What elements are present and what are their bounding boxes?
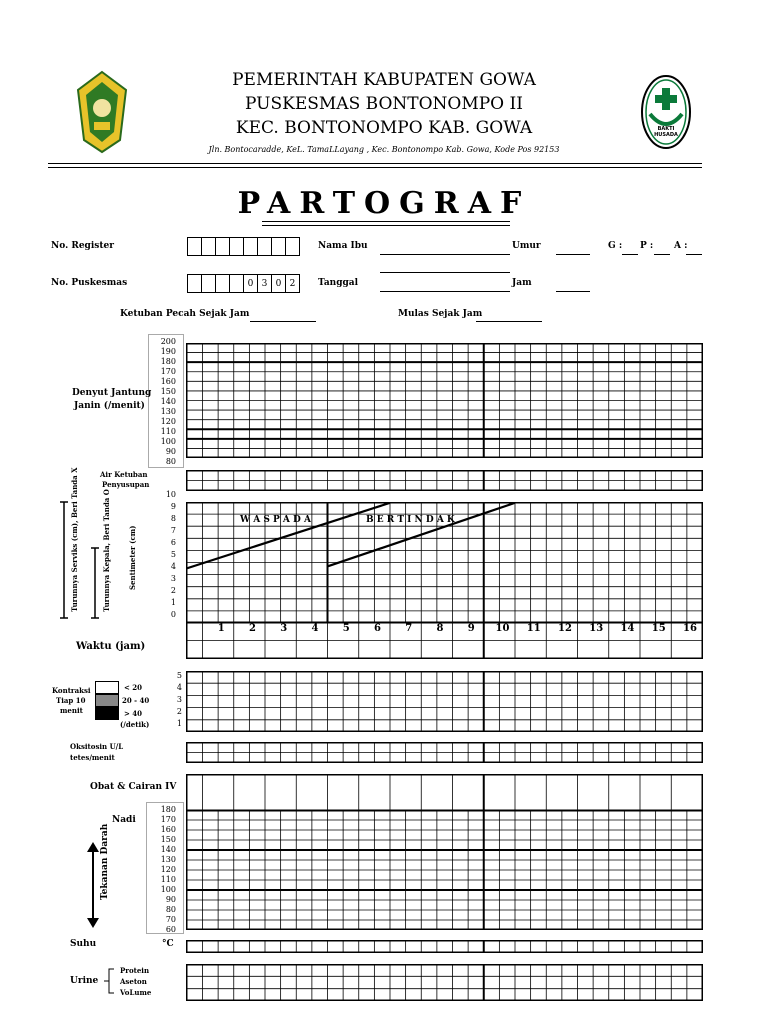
nama-ibu-field-2[interactable] — [380, 272, 510, 273]
waspada-label: W A S P A D A — [240, 515, 311, 525]
kontraksi-grid[interactable] — [186, 671, 703, 732]
hour-number: 2 — [249, 623, 256, 634]
djj-tick: 170 — [160, 367, 176, 376]
djj-tick: 180 — [160, 357, 176, 366]
hour-number: 7 — [405, 623, 413, 634]
djj-tick: 130 — [160, 407, 176, 416]
register-box[interactable] — [257, 237, 272, 256]
cm-axis-label: Sentimeter (cm) — [128, 525, 137, 590]
djj-grid[interactable] — [186, 343, 703, 458]
kontraksi-label-1: Kontraksi — [52, 686, 91, 695]
kontraksi-tick: 2 — [176, 707, 182, 716]
nadi-tick: 60 — [165, 925, 176, 934]
tanggal-label: Tanggal — [318, 278, 359, 288]
cervix-tick: 2 — [170, 586, 176, 595]
puskesmas-digit[interactable]: 3 — [257, 274, 272, 293]
puskesmas-digit[interactable]: 0 — [271, 274, 286, 293]
urine-aseton-label: Aseton — [120, 977, 147, 986]
air-ketuban-grid[interactable] — [186, 470, 703, 491]
puskesmas-box[interactable] — [229, 274, 244, 293]
puskesmas-digit[interactable]: 0 — [243, 274, 258, 293]
bakti-husada-text: BAKTI HUSADA — [654, 126, 678, 138]
nadi-tick: 90 — [165, 895, 176, 904]
nadi-tick: 160 — [160, 825, 176, 834]
djj-tick: 80 — [165, 457, 176, 466]
puskesmas-digit[interactable]: 2 — [285, 274, 300, 293]
umur-label: Umur — [512, 241, 541, 251]
puskesmas-box[interactable] — [187, 274, 202, 293]
legend-white — [95, 681, 119, 694]
hour-number: 15 — [651, 623, 666, 634]
nadi-grid[interactable] — [186, 810, 703, 930]
hour-number: 14 — [620, 623, 635, 634]
nadi-tick: 170 — [160, 815, 176, 824]
register-box[interactable] — [229, 237, 244, 256]
p-label: P : — [640, 241, 654, 251]
air-ketuban-label: Air Ketuban — [100, 470, 148, 479]
page-title: PARTOGRAF — [237, 186, 531, 221]
hour-number: 4 — [311, 623, 319, 634]
oksitosin-label-2: tetes/menit — [70, 753, 115, 762]
cervix-tick: 7 — [170, 526, 176, 535]
jam-field[interactable] — [556, 291, 590, 292]
cervix-tick: 5 — [170, 550, 176, 559]
nadi-label: Nadi — [112, 815, 136, 825]
hour-number: 5 — [342, 623, 350, 634]
obat-grid[interactable] — [186, 774, 703, 811]
no-puskesmas-label: No. Puskesmas — [51, 278, 128, 288]
nadi-tick: 80 — [165, 905, 176, 914]
hour-number: 6 — [374, 623, 381, 634]
hour-number: 12 — [558, 623, 572, 634]
waktu-grid[interactable] — [186, 622, 703, 659]
serviks-axis-label: Turunnya Serviks (cm), Beri Tanda X — [70, 467, 79, 612]
urine-grid[interactable] — [186, 964, 703, 1001]
legend-text-4: (/detik) — [120, 720, 150, 729]
mulas-field[interactable] — [476, 321, 542, 322]
ketuban-field[interactable] — [250, 321, 316, 322]
urine-bracket — [100, 966, 120, 996]
djj-tick: 140 — [160, 397, 176, 406]
descent-arrows — [58, 498, 108, 622]
puskesmas-box[interactable] — [215, 274, 230, 293]
header-address: Jln. Bontocaradde, KeL. TamaLLayang , Kec. Bontonompo Kab. Gowa, Kode Pos 92153 — [208, 145, 560, 154]
nama-ibu-label: Nama Ibu — [318, 241, 368, 251]
no-register-boxes[interactable] — [188, 237, 300, 256]
nadi-tick: 120 — [160, 865, 176, 874]
ketuban-label: Ketuban Pecah Sejak Jam — [120, 309, 250, 319]
tekanan-darah-label: Tekanan Darah — [100, 823, 110, 900]
g-field[interactable] — [622, 254, 638, 255]
kontraksi-tick: 1 — [176, 719, 182, 728]
jam-label: Jam — [512, 278, 532, 288]
djj-tick: 100 — [160, 437, 176, 446]
djj-tick: 200 — [160, 337, 176, 346]
suhu-label: Suhu — [70, 939, 97, 949]
nadi-tick: 110 — [160, 875, 176, 884]
bertindak-line — [327, 503, 515, 567]
bertindak-label: B E R T I N D A K — [366, 515, 455, 525]
g-label: G : — [608, 241, 623, 251]
urine-volume-label: VoLume — [120, 988, 152, 997]
hour-number: 8 — [436, 623, 444, 634]
tanggal-field[interactable] — [380, 291, 510, 292]
register-box[interactable] — [285, 237, 300, 256]
header-line3: KEC. BONTONOMPO KAB. GOWA — [235, 118, 533, 138]
nama-ibu-field[interactable] — [380, 254, 510, 255]
cervix-tick: 8 — [170, 514, 176, 523]
suhu-grid[interactable] — [186, 940, 703, 953]
nadi-tick: 150 — [160, 835, 176, 844]
hour-number: 3 — [280, 623, 288, 634]
kontraksi-tick: 3 — [176, 695, 182, 704]
nadi-tick: 130 — [160, 855, 176, 864]
legend-text-3: > 40 — [124, 709, 143, 718]
register-box[interactable] — [271, 237, 286, 256]
nadi-tick: 100 — [160, 885, 176, 894]
cervix-tick: 3 — [170, 574, 176, 583]
register-box[interactable] — [215, 237, 230, 256]
cervix-tick: 4 — [170, 562, 176, 571]
mulas-label: Mulas Sejak Jam — [398, 309, 483, 319]
djj-tick: 160 — [160, 377, 176, 386]
hour-number: 16 — [683, 623, 697, 634]
oksitosin-grid[interactable] — [186, 742, 703, 763]
register-box[interactable] — [201, 237, 216, 256]
kontraksi-label-2: Tiap 10 — [56, 696, 86, 705]
urine-protein-label: Protein — [120, 966, 150, 975]
kontraksi-tick: 5 — [176, 671, 182, 680]
nadi-tick: 140 — [160, 845, 176, 854]
p-field[interactable] — [654, 254, 670, 255]
djj-tick: 190 — [160, 347, 176, 356]
hour-number: 9 — [467, 623, 475, 634]
hour-number: 1 — [217, 623, 225, 634]
cervix-tick: 1 — [170, 598, 176, 607]
legend-black — [95, 707, 119, 720]
hour-number: 13 — [589, 623, 604, 634]
waktu-label: Waktu (jam) — [76, 641, 146, 652]
oksitosin-label-1: Oksitosin U/L — [70, 742, 124, 751]
cervix-tick: 9 — [170, 502, 176, 511]
djj-tick: 120 — [160, 417, 176, 426]
legend-grey — [95, 694, 119, 707]
nadi-tick: 70 — [165, 915, 176, 924]
cervix-tick: 0 — [170, 610, 176, 619]
djj-label-2: Janin (/menit) — [74, 401, 145, 411]
title-underline — [262, 221, 510, 226]
hour-number: 10 — [495, 623, 510, 634]
tekanan-darah-arrow — [86, 842, 100, 928]
kontraksi-tick: 4 — [176, 683, 182, 692]
kepala-axis-label: Turunnya Kepala, Beri Tanda O — [102, 489, 111, 612]
cervix-tick: 6 — [170, 538, 176, 547]
header-line1: PEMERINTAH KABUPATEN GOWA — [232, 70, 536, 90]
kontraksi-label-3: menit — [60, 706, 83, 715]
cervix-tick: 10 — [165, 490, 176, 499]
register-box[interactable] — [243, 237, 258, 256]
djj-tick: 150 — [160, 387, 176, 396]
djj-tick: 110 — [160, 427, 176, 436]
urine-label: Urine — [70, 976, 99, 986]
legend-text-1: < 20 — [124, 683, 143, 692]
no-puskesmas-boxes[interactable] — [188, 274, 300, 293]
suhu-unit: °C — [162, 939, 174, 949]
header-line2: PUSKESMAS BONTONOMPO II — [245, 94, 523, 114]
djj-tick: 90 — [165, 447, 176, 456]
legend-text-2: 20 - 40 — [122, 696, 150, 705]
a-field[interactable] — [686, 254, 702, 255]
header-divider — [48, 163, 702, 168]
obat-label: Obat & Cairan IV — [90, 782, 177, 792]
nadi-tick: 180 — [160, 805, 176, 814]
penyusupan-label: Penyusupan — [102, 480, 150, 489]
no-register-label: No. Register — [51, 241, 114, 251]
hour-number: 11 — [526, 623, 541, 634]
umur-field[interactable] — [556, 254, 590, 255]
register-box[interactable] — [187, 237, 202, 256]
puskesmas-box[interactable] — [201, 274, 216, 293]
a-label: A : — [674, 241, 688, 251]
djj-label-1: Denyut Jantung — [72, 388, 152, 398]
